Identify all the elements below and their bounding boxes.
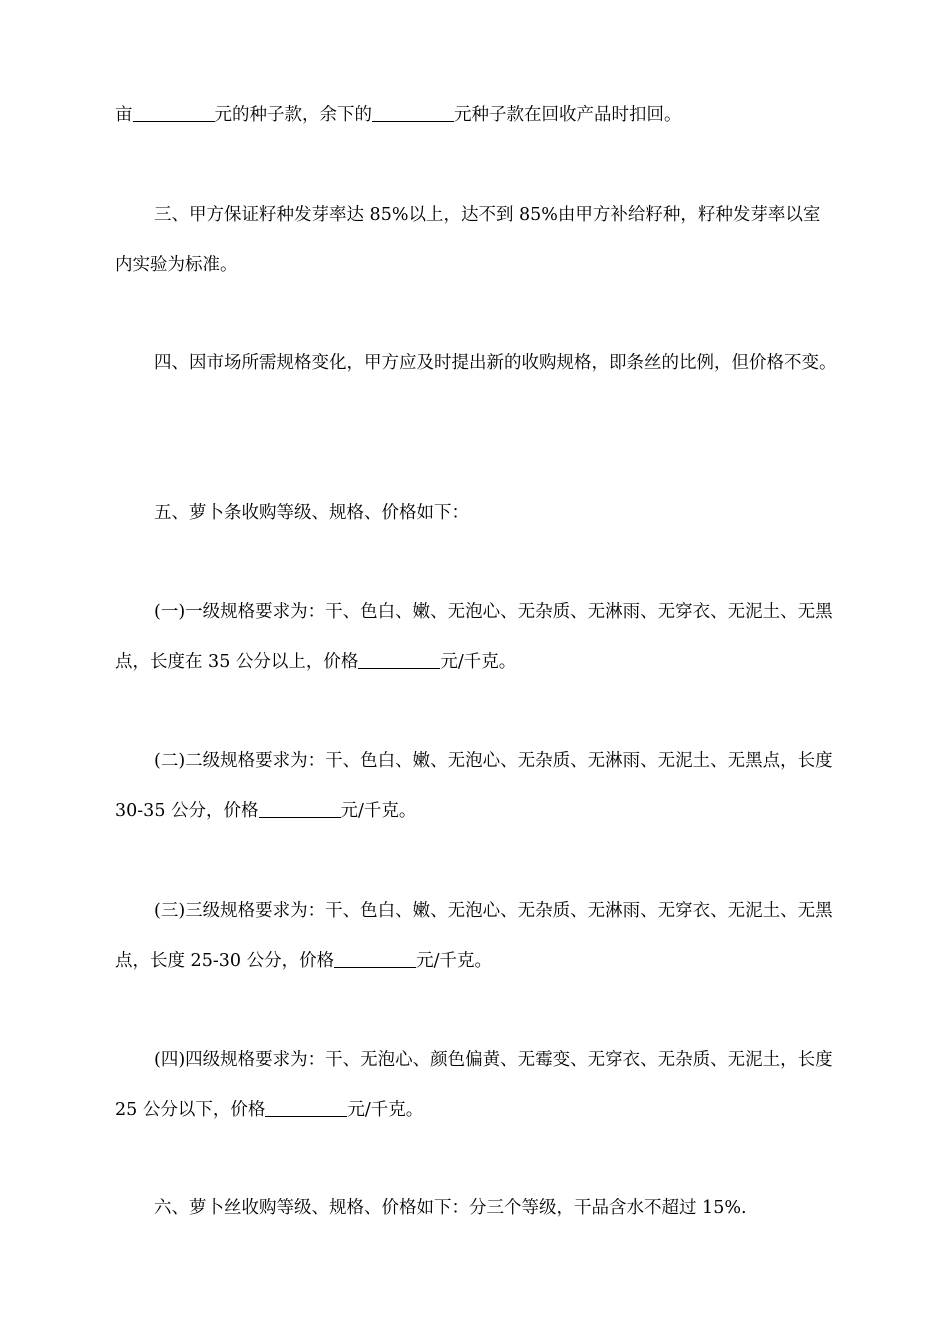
blank-field <box>259 799 341 818</box>
paragraph-seed-payment <box>115 90 837 140</box>
text-segment: 元/千克。 <box>347 1100 424 1120</box>
paragraph-strip-grades-heading: 五、萝卜条收购等级、规格、价格如下： <box>154 503 469 523</box>
paragraph-grade-four <box>115 1035 837 1135</box>
paragraph-grade-three <box>115 886 837 986</box>
blank-field <box>334 949 416 968</box>
paragraph-spec-change: 四、因市场所需规格变化，甲方应及时提出新的收购规格，即条丝的比例，但价格不变。 <box>154 353 837 373</box>
text-segment: 元/千克。 <box>416 951 492 971</box>
text-segment: (三)三级规格要求为：干、色白、嫩、无泡心、无杂质、无淋雨、无穿衣、无泥土、无黑点，长度 25-30 公分，价格 <box>115 901 833 971</box>
text-segment: (二)二级规格要求为：干、色白、嫩、无泡心、无杂质、无淋雨、无泥土、无黑点，长度 30-35 公分，价格 <box>115 751 833 821</box>
text-segment: (四)四级规格要求为：干、无泡心、颜色偏黄、无霉变、无穿衣、无杂质、无泥土，长度 25 公分以下，价格 <box>115 1050 833 1120</box>
blank-field <box>372 103 454 122</box>
blank-field <box>358 650 440 669</box>
blank-field <box>265 1098 347 1117</box>
paragraph-shred-grades-heading: 六、萝卜丝收购等级、规格、价格如下：分三个等级，干品含水不超过 15%. <box>154 1198 747 1218</box>
text-segment: 元/千克。 <box>440 652 517 672</box>
paragraph-germination-rate: 三、甲方保证籽种发芽率达 85%以上，达不到 85%由甲方补给籽种，籽种发芽率以室内实验为标准。 <box>115 205 821 275</box>
paragraph-grade-two <box>115 736 837 836</box>
text-segment: 亩 <box>115 105 133 125</box>
text-segment: 元的种子款，余下的 <box>214 105 372 125</box>
blank-field <box>133 103 215 122</box>
text-segment: 元/千克。 <box>340 801 417 821</box>
text-segment: (一)一级规格要求为：干、色白、嫩、无泡心、无杂质、无淋雨、无穿衣、无泥土、无黑点，长度在 35 公分以上，价格 <box>115 602 833 672</box>
paragraph-grade-one <box>115 587 837 687</box>
text-segment: 元种子款在回收产品时扣回。 <box>454 105 682 125</box>
